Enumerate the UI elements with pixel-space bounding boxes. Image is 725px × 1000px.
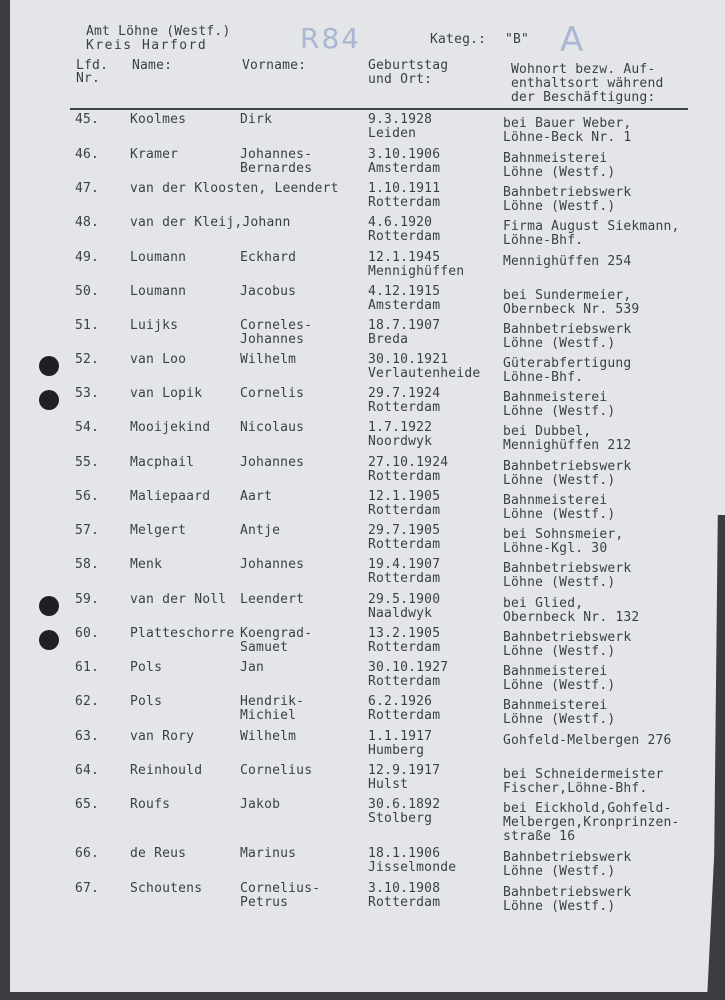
row-residence: Löhne-Beck Nr. 1 bbox=[503, 130, 632, 145]
row-residence: Löhne (Westf.) bbox=[503, 864, 616, 879]
row-name: Pols bbox=[130, 660, 163, 675]
row-number: 61. bbox=[75, 660, 100, 675]
row-residence: bei Dubbel, bbox=[503, 424, 592, 439]
row-number: 60. bbox=[75, 626, 100, 641]
row-name: de Reus bbox=[130, 846, 187, 861]
row-number: 54. bbox=[75, 420, 100, 435]
row-residence: Löhne (Westf.) bbox=[503, 404, 616, 419]
row-vorname: Bernardes bbox=[240, 161, 313, 176]
row-birthplace: Rotterdam bbox=[368, 503, 441, 518]
scan-bottom-edge bbox=[0, 992, 725, 1000]
row-residence: Bahnmeisterei bbox=[503, 390, 608, 405]
scan-right-edge bbox=[707, 515, 725, 1000]
row-residence: straße 16 bbox=[503, 829, 576, 844]
row-birthplace: Hulst bbox=[368, 777, 409, 792]
row-birthdate: 30.6.1892 bbox=[368, 797, 441, 812]
punch-hole-mark bbox=[39, 390, 59, 410]
row-name: van Loo bbox=[130, 352, 187, 367]
row-vorname: Wilhelm bbox=[240, 729, 297, 744]
row-residence: Löhne (Westf.) bbox=[503, 712, 616, 727]
row-birthplace: Leiden bbox=[368, 126, 417, 141]
row-birthdate: 12.1.1905 bbox=[368, 489, 441, 504]
row-number: 56. bbox=[75, 489, 100, 504]
row-birthdate: 29.7.1924 bbox=[368, 386, 441, 401]
row-number: 57. bbox=[75, 523, 100, 538]
row-vorname: Johannes bbox=[240, 455, 305, 470]
row-vorname: Cornelis bbox=[240, 386, 305, 401]
punch-hole-mark bbox=[39, 630, 59, 650]
row-birthdate: 6.2.1926 bbox=[368, 694, 433, 709]
row-residence: bei Schneidermeister bbox=[503, 767, 664, 782]
row-vorname: Aart bbox=[240, 489, 273, 504]
row-birthdate: 30.10.1921 bbox=[368, 352, 449, 367]
row-birthdate: 4.6.1920 bbox=[368, 215, 433, 230]
row-birthplace: Stolberg bbox=[368, 811, 433, 826]
header-kreis: Kreis Harford bbox=[86, 38, 208, 53]
col-name-header: Name: bbox=[132, 58, 173, 73]
header-kategorie-label: Kateg.: bbox=[430, 32, 487, 47]
row-residence: Bahnbetriebswerk bbox=[503, 850, 632, 865]
scan-left-edge bbox=[0, 0, 10, 1000]
row-residence: Güterabfertigung bbox=[503, 356, 632, 371]
row-birthdate: 13.2.1905 bbox=[368, 626, 441, 641]
row-number: 45. bbox=[75, 112, 100, 127]
row-number: 48. bbox=[75, 215, 100, 230]
row-vorname: Johannes bbox=[240, 332, 305, 347]
row-name: Kramer bbox=[130, 147, 179, 162]
row-name: Mooijekind bbox=[130, 420, 211, 435]
row-residence: bei Eickhold,Gohfeld- bbox=[503, 801, 672, 816]
row-vorname: Antje bbox=[240, 523, 281, 538]
row-name: van der Kleij,Johann bbox=[130, 215, 291, 230]
stamp-letter: A bbox=[560, 20, 586, 60]
row-residence: Obernbeck Nr. 132 bbox=[503, 610, 640, 625]
row-vorname: Michiel bbox=[240, 708, 297, 723]
row-residence: bei Glied, bbox=[503, 596, 584, 611]
row-residence: bei Sohnsmeier, bbox=[503, 527, 624, 542]
row-residence: Löhne (Westf.) bbox=[503, 336, 616, 351]
row-residence: Bahnbetriebswerk bbox=[503, 185, 632, 200]
row-residence: Bahnmeisterei bbox=[503, 698, 608, 713]
header-kategorie-value: "B" bbox=[505, 32, 530, 47]
row-name: Platteschorre bbox=[130, 626, 235, 641]
row-vorname: Jakob bbox=[240, 797, 281, 812]
row-name: Macphail bbox=[130, 455, 195, 470]
row-birthdate: 12.1.1945 bbox=[368, 250, 441, 265]
row-birthplace: Amsterdam bbox=[368, 161, 441, 176]
row-birthdate: 18.1.1906 bbox=[368, 846, 441, 861]
row-residence: Löhne-Bhf. bbox=[503, 370, 584, 385]
row-name: Melgert bbox=[130, 523, 187, 538]
row-birthdate: 3.10.1906 bbox=[368, 147, 441, 162]
row-vorname: Johannes- bbox=[240, 147, 313, 162]
row-birthdate: 12.9.1917 bbox=[368, 763, 441, 778]
row-residence: Bahnbetriebswerk bbox=[503, 322, 632, 337]
col-ort-line1: Wohnort bezw. Auf- bbox=[511, 62, 656, 77]
row-residence: Bahnmeisterei bbox=[503, 664, 608, 679]
row-vorname: Corneles- bbox=[240, 318, 313, 333]
col-ort-line2: enthaltsort während bbox=[511, 76, 664, 91]
row-number: 55. bbox=[75, 455, 100, 470]
row-vorname: Nicolaus bbox=[240, 420, 305, 435]
row-birthplace: Naaldwyk bbox=[368, 606, 433, 621]
row-residence: Mennighüffen 212 bbox=[503, 438, 632, 453]
row-birthplace: Rotterdam bbox=[368, 640, 441, 655]
row-name: Schoutens bbox=[130, 881, 203, 896]
col-vorname-header: Vorname: bbox=[242, 58, 307, 73]
row-residence: Löhne (Westf.) bbox=[503, 473, 616, 488]
punch-hole-mark bbox=[39, 596, 59, 616]
row-number: 64. bbox=[75, 763, 100, 778]
row-birthdate: 18.7.1907 bbox=[368, 318, 441, 333]
row-name: van Lopik bbox=[130, 386, 203, 401]
row-birthdate: 4.12.1915 bbox=[368, 284, 441, 299]
header-rule bbox=[70, 108, 688, 110]
row-vorname: Jacobus bbox=[240, 284, 297, 299]
row-vorname: Jan bbox=[240, 660, 265, 675]
row-birthplace: Noordwyk bbox=[368, 434, 433, 449]
row-vorname: Johannes bbox=[240, 557, 305, 572]
row-birthplace: Verlautenheide bbox=[368, 366, 481, 381]
row-residence: bei Sundermeier, bbox=[503, 288, 632, 303]
row-number: 51. bbox=[75, 318, 100, 333]
row-birthdate: 1.1.1917 bbox=[368, 729, 433, 744]
row-residence: Obernbeck Nr. 539 bbox=[503, 302, 640, 317]
row-name: Luijks bbox=[130, 318, 179, 333]
row-vorname: Hendrik- bbox=[240, 694, 305, 709]
row-vorname: Dirk bbox=[240, 112, 273, 127]
row-birthplace: Rotterdam bbox=[368, 195, 441, 210]
row-vorname: Cornelius- bbox=[240, 881, 321, 896]
row-residence: Löhne (Westf.) bbox=[503, 165, 616, 180]
row-vorname: Cornelius bbox=[240, 763, 313, 778]
col-nr-line1: Lfd. bbox=[76, 58, 109, 73]
row-birthplace: Humberg bbox=[368, 743, 425, 758]
row-residence: Löhne-Bhf. bbox=[503, 233, 584, 248]
row-number: 66. bbox=[75, 846, 100, 861]
row-birthplace: Mennighüffen bbox=[368, 264, 465, 279]
row-birthplace: Rotterdam bbox=[368, 674, 441, 689]
row-residence: Bahnmeisterei bbox=[503, 493, 608, 508]
row-residence: Firma August Siekmann, bbox=[503, 219, 680, 234]
row-residence: Löhne (Westf.) bbox=[503, 575, 616, 590]
row-vorname: Eckhard bbox=[240, 250, 297, 265]
row-residence: Löhne-Kgl. 30 bbox=[503, 541, 608, 556]
row-residence: bei Bauer Weber, bbox=[503, 116, 632, 131]
row-number: 53. bbox=[75, 386, 100, 401]
row-birthdate: 27.10.1924 bbox=[368, 455, 449, 470]
row-birthdate: 29.7.1905 bbox=[368, 523, 441, 538]
row-name: Loumann bbox=[130, 250, 187, 265]
row-residence: Löhne (Westf.) bbox=[503, 644, 616, 659]
row-name: van Rory bbox=[130, 729, 195, 744]
row-birthplace: Rotterdam bbox=[368, 708, 441, 723]
col-geb-line1: Geburtstag bbox=[368, 58, 449, 73]
row-birthdate: 9.3.1928 bbox=[368, 112, 433, 127]
row-vorname: Petrus bbox=[240, 895, 289, 910]
row-name: van der Kloosten, Leendert bbox=[130, 181, 339, 196]
row-number: 67. bbox=[75, 881, 100, 896]
col-geb-line2: und Ort: bbox=[368, 72, 433, 87]
row-residence: Gohfeld-Melbergen 276 bbox=[503, 733, 672, 748]
row-name: Pols bbox=[130, 694, 163, 709]
row-birthdate: 1.10.1911 bbox=[368, 181, 441, 196]
row-number: 52. bbox=[75, 352, 100, 367]
row-name: van der Noll bbox=[130, 592, 227, 607]
row-residence: Fischer,Löhne-Bhf. bbox=[503, 781, 648, 796]
row-birthplace: Rotterdam bbox=[368, 400, 441, 415]
row-number: 49. bbox=[75, 250, 100, 265]
row-vorname: Leendert bbox=[240, 592, 305, 607]
row-number: 58. bbox=[75, 557, 100, 572]
row-number: 59. bbox=[75, 592, 100, 607]
row-vorname: Samuet bbox=[240, 640, 289, 655]
row-residence: Bahnbetriebswerk bbox=[503, 561, 632, 576]
row-residence: Bahnmeisterei bbox=[503, 151, 608, 166]
row-number: 65. bbox=[75, 797, 100, 812]
punch-hole-mark bbox=[39, 356, 59, 376]
row-name: Maliepaard bbox=[130, 489, 211, 504]
row-residence: Mennighüffen 254 bbox=[503, 254, 632, 269]
row-number: 63. bbox=[75, 729, 100, 744]
header-amt: Amt Löhne (Westf.) bbox=[86, 24, 231, 39]
row-number: 47. bbox=[75, 181, 100, 196]
row-number: 46. bbox=[75, 147, 100, 162]
row-birthplace: Rotterdam bbox=[368, 229, 441, 244]
row-birthplace: Rotterdam bbox=[368, 469, 441, 484]
row-vorname: Koengrad- bbox=[240, 626, 313, 641]
row-birthplace: Breda bbox=[368, 332, 409, 347]
row-vorname: Wilhelm bbox=[240, 352, 297, 367]
row-birthplace: Rotterdam bbox=[368, 571, 441, 586]
row-name: Menk bbox=[130, 557, 163, 572]
row-birthplace: Jisselmonde bbox=[368, 860, 457, 875]
row-residence: Bahnbetriebswerk bbox=[503, 630, 632, 645]
row-birthplace: Rotterdam bbox=[368, 537, 441, 552]
row-name: Koolmes bbox=[130, 112, 187, 127]
row-birthdate: 1.7.1922 bbox=[368, 420, 433, 435]
row-residence: Löhne (Westf.) bbox=[503, 899, 616, 914]
row-residence: Löhne (Westf.) bbox=[503, 199, 616, 214]
col-ort-line3: der Beschäftigung: bbox=[511, 90, 656, 105]
row-name: Roufs bbox=[130, 797, 171, 812]
row-birthplace: Amsterdam bbox=[368, 298, 441, 313]
row-number: 50. bbox=[75, 284, 100, 299]
stamp-ref: R84 bbox=[300, 22, 362, 55]
row-name: Reinhould bbox=[130, 763, 203, 778]
row-birthdate: 19.4.1907 bbox=[368, 557, 441, 572]
row-birthdate: 3.10.1908 bbox=[368, 881, 441, 896]
row-birthdate: 29.5.1900 bbox=[368, 592, 441, 607]
row-residence: Löhne (Westf.) bbox=[503, 678, 616, 693]
row-vorname: Marinus bbox=[240, 846, 297, 861]
row-birthplace: Rotterdam bbox=[368, 895, 441, 910]
row-number: 62. bbox=[75, 694, 100, 709]
row-residence: Bahnbetriebswerk bbox=[503, 885, 632, 900]
row-birthdate: 30.10.1927 bbox=[368, 660, 449, 675]
row-residence: Melbergen,Kronprinzen- bbox=[503, 815, 680, 830]
row-residence: Löhne (Westf.) bbox=[503, 507, 616, 522]
col-nr-line2: Nr. bbox=[76, 71, 101, 86]
row-residence: Bahnbetriebswerk bbox=[503, 459, 632, 474]
row-name: Loumann bbox=[130, 284, 187, 299]
